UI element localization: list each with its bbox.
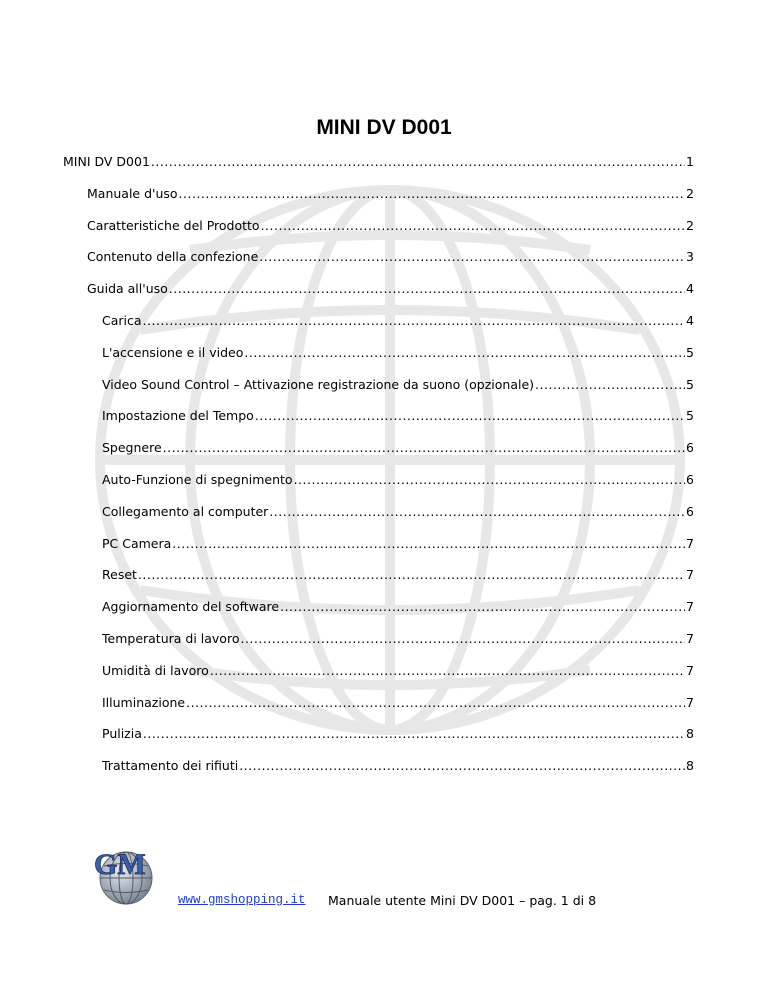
toc-dot-leader — [240, 631, 685, 647]
toc-dot-leader — [151, 154, 685, 170]
toc-page-number: 7 — [686, 567, 694, 583]
toc-entry-label: Pulizia — [102, 726, 142, 742]
toc-dot-leader — [163, 440, 685, 456]
toc-entry-label: L'accensione e il video — [102, 344, 244, 360]
toc-page-number: 2 — [686, 185, 694, 201]
toc-entry[interactable] — [102, 726, 694, 742]
toc-dot-leader — [261, 218, 685, 234]
toc-page-number: 8 — [686, 726, 694, 742]
toc-page-number: 5 — [686, 344, 694, 360]
toc-page-number: 7 — [686, 535, 694, 551]
toc-dot-leader — [138, 567, 685, 583]
toc-entry-label: Trattamento dei rifiuti — [102, 758, 239, 774]
toc-page-number: 3 — [686, 249, 694, 265]
toc-page-number: 7 — [686, 662, 694, 678]
toc-page-number: 7 — [686, 694, 694, 710]
toc-dot-leader — [179, 186, 686, 202]
toc-entry[interactable] — [102, 377, 694, 393]
toc-entry[interactable] — [102, 472, 694, 488]
toc-dot-leader — [294, 472, 685, 488]
toc-page-number: 5 — [686, 376, 694, 392]
toc-entry-label: Reset — [102, 567, 137, 583]
toc-entry-label: Illuminazione — [102, 694, 186, 710]
toc-entry-label: Caratteristiche del Prodotto — [87, 217, 260, 233]
website-link[interactable]: www.gmshopping.it — [178, 893, 306, 907]
toc-entry[interactable] — [87, 186, 694, 202]
toc-entry-label: Guida all'uso — [87, 281, 168, 297]
toc-entry-label: Impostazione del Tempo — [102, 408, 254, 424]
toc-entry-label: Umidità di lavoro — [102, 662, 209, 678]
toc-entry-label: Temperatura di lavoro — [102, 631, 240, 646]
toc-dot-leader — [143, 726, 685, 742]
toc-entry[interactable] — [63, 154, 694, 170]
gm-logo-icon — [92, 844, 156, 908]
toc-entry[interactable] — [102, 536, 694, 552]
toc-entry[interactable] — [102, 695, 694, 711]
toc-page-number: 6 — [686, 472, 694, 487]
logo-text: GM — [94, 848, 146, 881]
page-footer-label: Manuale utente Mini DV D001 – pag. 1 di 8 — [328, 893, 597, 908]
toc-page-number: 7 — [686, 631, 694, 646]
toc-page-number: 7 — [686, 599, 694, 615]
toc-entry[interactable] — [102, 631, 694, 647]
toc-dot-leader — [143, 313, 686, 329]
toc-dot-leader — [172, 536, 685, 552]
toc-dot-leader — [244, 345, 685, 361]
toc-dot-leader — [259, 249, 685, 265]
toc-entry[interactable] — [102, 440, 694, 456]
toc-page-number: 4 — [686, 313, 694, 328]
toc-entry-label: PC Camera — [102, 535, 172, 551]
toc-dot-leader — [255, 408, 685, 424]
toc-dot-leader — [535, 377, 685, 393]
toc-dot-leader — [210, 663, 685, 679]
toc-dot-leader — [169, 281, 685, 297]
toc-page-number: 4 — [686, 281, 694, 297]
toc-entry[interactable] — [87, 249, 694, 265]
toc-page-number: 5 — [686, 408, 694, 424]
document-title: MINI DV D001 — [316, 116, 452, 139]
toc-entry[interactable] — [87, 218, 694, 234]
toc-page-number: 6 — [686, 440, 694, 456]
toc-entry-label: Video Sound Control – Attivazione registrazione da suono (opzionale) — [102, 376, 535, 392]
toc-page-number: 2 — [686, 217, 694, 233]
toc-entry[interactable] — [102, 758, 694, 774]
toc-entry[interactable] — [87, 281, 694, 297]
toc-entry-label: Collegamento al computer — [102, 503, 269, 519]
toc-entry[interactable] — [102, 567, 694, 583]
toc-entry-label: Contenuto della confezione — [87, 249, 259, 265]
toc-entry[interactable] — [102, 345, 694, 361]
toc-entry-label: Manuale d'uso — [87, 185, 178, 201]
toc-entry[interactable] — [102, 313, 694, 329]
toc-page-number: 8 — [686, 758, 694, 774]
toc-entry[interactable] — [102, 599, 694, 615]
toc-entry-label: Spegnere — [102, 440, 162, 456]
toc-dot-leader — [186, 695, 685, 711]
toc-entry-label: MINI DV D001 — [63, 154, 150, 169]
toc-entry[interactable] — [102, 504, 694, 520]
toc-page-number: 1 — [686, 154, 694, 169]
toc-entry-label: Carica — [102, 313, 142, 328]
toc-entry-label: Aggiornamento del software — [102, 599, 280, 615]
toc-page-number: 6 — [686, 503, 694, 519]
toc-dot-leader — [269, 504, 685, 520]
toc-entry[interactable] — [102, 663, 694, 679]
toc-dot-leader — [280, 599, 685, 615]
toc-dot-leader — [239, 758, 685, 774]
toc-entry[interactable] — [102, 408, 694, 424]
toc-entry-label: Auto-Funzione di spegnimento — [102, 472, 293, 487]
